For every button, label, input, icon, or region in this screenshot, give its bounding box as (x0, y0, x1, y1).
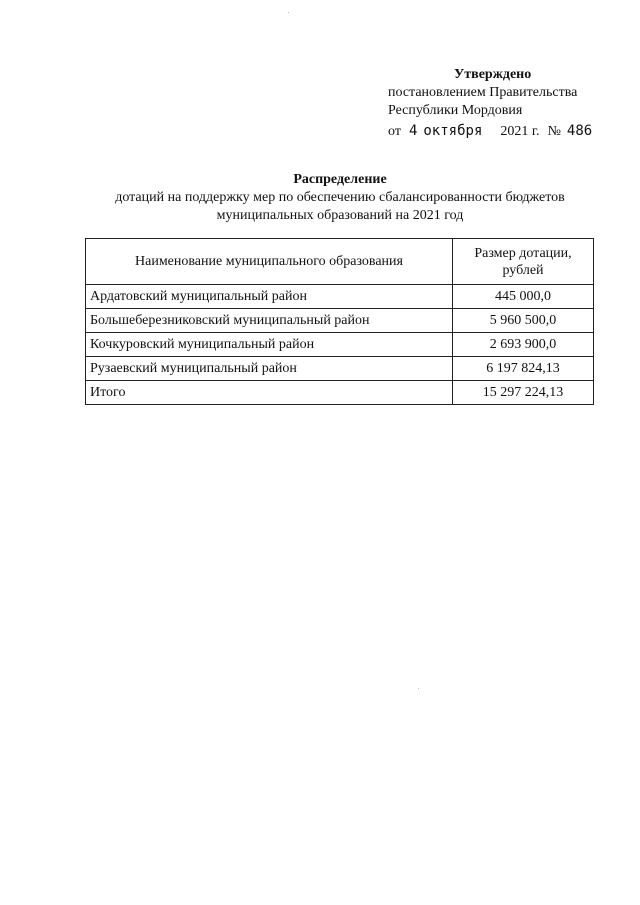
scan-speck (288, 12, 289, 13)
table-row (86, 309, 594, 333)
approval-line-2: Республики Мордовия (388, 103, 523, 118)
column-header-name: Наименование муниципального образования (86, 239, 453, 285)
approval-month: октября (423, 123, 483, 139)
table-row (86, 285, 594, 309)
row-amount: 2 693 900,0 (453, 333, 594, 357)
row-amount: 6 197 824,13 (453, 357, 594, 381)
row-amount: 5 960 500,0 (453, 309, 594, 333)
approval-year: 2021 г. (500, 124, 540, 139)
column-header-amount-line-2: рублей (502, 262, 544, 278)
approval-number-sign: № (547, 124, 561, 139)
row-name: Кочкуровский муниципальный район (86, 333, 453, 357)
row-name: Рузаевский муниципальный район (86, 357, 453, 381)
approval-block (388, 66, 628, 141)
table-row (86, 357, 594, 381)
column-header-amount (453, 239, 594, 285)
row-name: Ардатовский муниципальный район (86, 285, 453, 309)
table-header-row (86, 239, 594, 285)
table-row-total (86, 381, 594, 405)
table-row (86, 333, 594, 357)
row-name: Итого (86, 381, 453, 405)
scan-speck (418, 688, 419, 689)
approval-date-prefix: от (388, 124, 401, 139)
approval-heading: Утверждено (454, 67, 532, 82)
document-subtitle-line-2: муниципальных образований на 2021 год (216, 208, 464, 223)
approval-line-1: постановлением Правительства (388, 85, 578, 100)
document-subtitle-line-1: дотаций на поддержку мер по обеспечению сбалансированности бюджетов (115, 190, 565, 205)
row-name: Большеберезниковский муниципальный район (86, 309, 453, 333)
row-amount: 15 297 224,13 (453, 381, 594, 405)
distribution-table (85, 238, 594, 405)
column-header-amount-line-1: Размер дотации, (474, 245, 572, 261)
approval-date-line (388, 122, 628, 141)
document-title: Распределение (293, 172, 387, 187)
approval-day: 4 (408, 123, 418, 139)
row-amount: 445 000,0 (453, 285, 594, 309)
approval-number: 486 (566, 123, 593, 139)
